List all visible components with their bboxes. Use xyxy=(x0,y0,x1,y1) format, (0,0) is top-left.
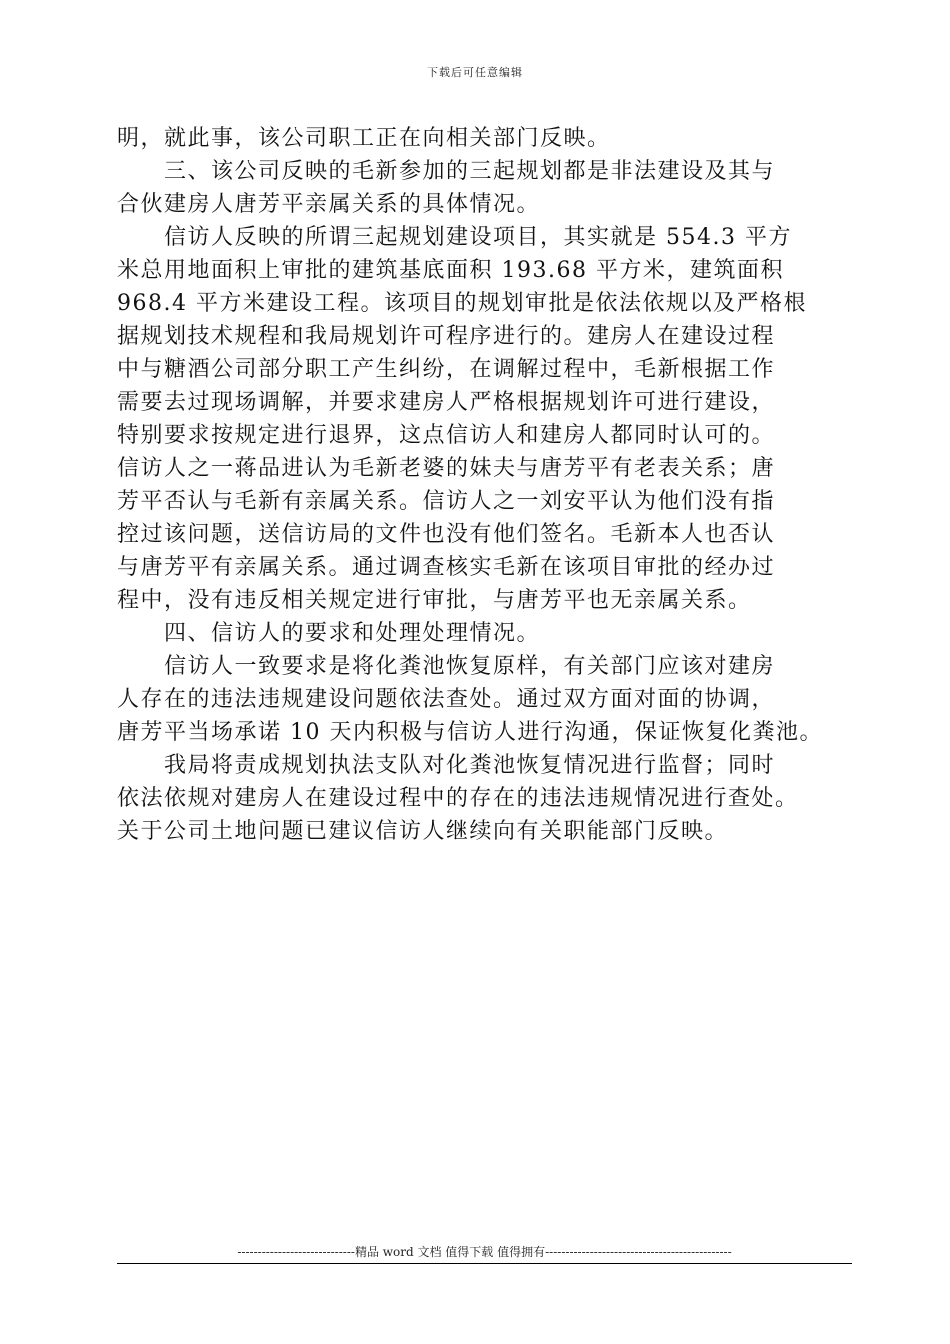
body-line: 与唐芳平有亲属关系。通过调查核实毛新在该项目审批的经办过 xyxy=(117,555,776,580)
body-line: 信访人反映的所谓三起规划建设项目，其实就是 554.3 平方 xyxy=(117,225,792,250)
document-body xyxy=(117,122,857,848)
body-line: 人存在的违法违规建设问题依法查处。通过双方面对面的协调， xyxy=(117,687,776,712)
body-line: 四、信访人的要求和处理处理情况。 xyxy=(117,621,541,646)
body-line: 三、该公司反映的毛新参加的三起规划都是非法建设及其与 xyxy=(117,159,776,184)
body-line: 我局将责成规划执法支队对化粪池恢复情况进行监督；同时 xyxy=(117,753,776,778)
body-line: 中与糖酒公司部分职工产生纠纷，在调解过程中，毛新根据工作 xyxy=(117,357,776,382)
body-line: 需要去过现场调解，并要求建房人严格根据规划许可进行建设， xyxy=(117,390,776,415)
body-line: 明，就此事，该公司职工正在向相关部门反映。 xyxy=(117,126,611,151)
body-line: 信访人之一蒋品进认为毛新老婆的妹夫与唐芳平有老表关系；唐 xyxy=(117,456,776,481)
body-line: 控过该问题，送信访局的文件也没有他们签名。毛新本人也否认 xyxy=(117,522,776,547)
footer-divider xyxy=(117,1263,852,1264)
body-line: 合伙建房人唐芳平亲属关系的具体情况。 xyxy=(117,192,541,217)
page-footer xyxy=(117,1243,852,1264)
body-line: 据规划技术规程和我局规划许可程序进行的。建房人在建设过程 xyxy=(117,324,776,349)
body-line: 968.4 平方米建设工程。该项目的规划审批是依法依规以及严格根 xyxy=(117,291,807,316)
page-header: 下载后可任意编辑 xyxy=(427,66,523,79)
body-line: 信访人一致要求是将化粪池恢复原样，有关部门应该对建房 xyxy=(117,654,776,679)
body-line: 程中，没有违反相关规定进行审批，与唐芳平也无亲属关系。 xyxy=(117,588,752,613)
body-line: 特别要求按规定进行退界，这点信访人和建房人都同时认可的。 xyxy=(117,423,776,448)
body-line: 米总用地面积上审批的建筑基底面积 193.68 平方米，建筑面积 xyxy=(117,258,784,283)
body-line: 关于公司土地问题已建议信访人继续向有关职能部门反映。 xyxy=(117,819,729,844)
footer-text: -----------------------------精品 word 文档 值得下载 值得拥有---------------------------------------------- xyxy=(237,1245,732,1259)
body-line: 依法依规对建房人在建设过程中的存在的违法违规情况进行查处。 xyxy=(117,786,799,811)
body-line: 唐芳平当场承诺 10 天内积极与信访人进行沟通，保证恢复化粪池。 xyxy=(117,720,823,745)
body-line: 芳平否认与毛新有亲属关系。信访人之一刘安平认为他们没有指 xyxy=(117,489,776,514)
